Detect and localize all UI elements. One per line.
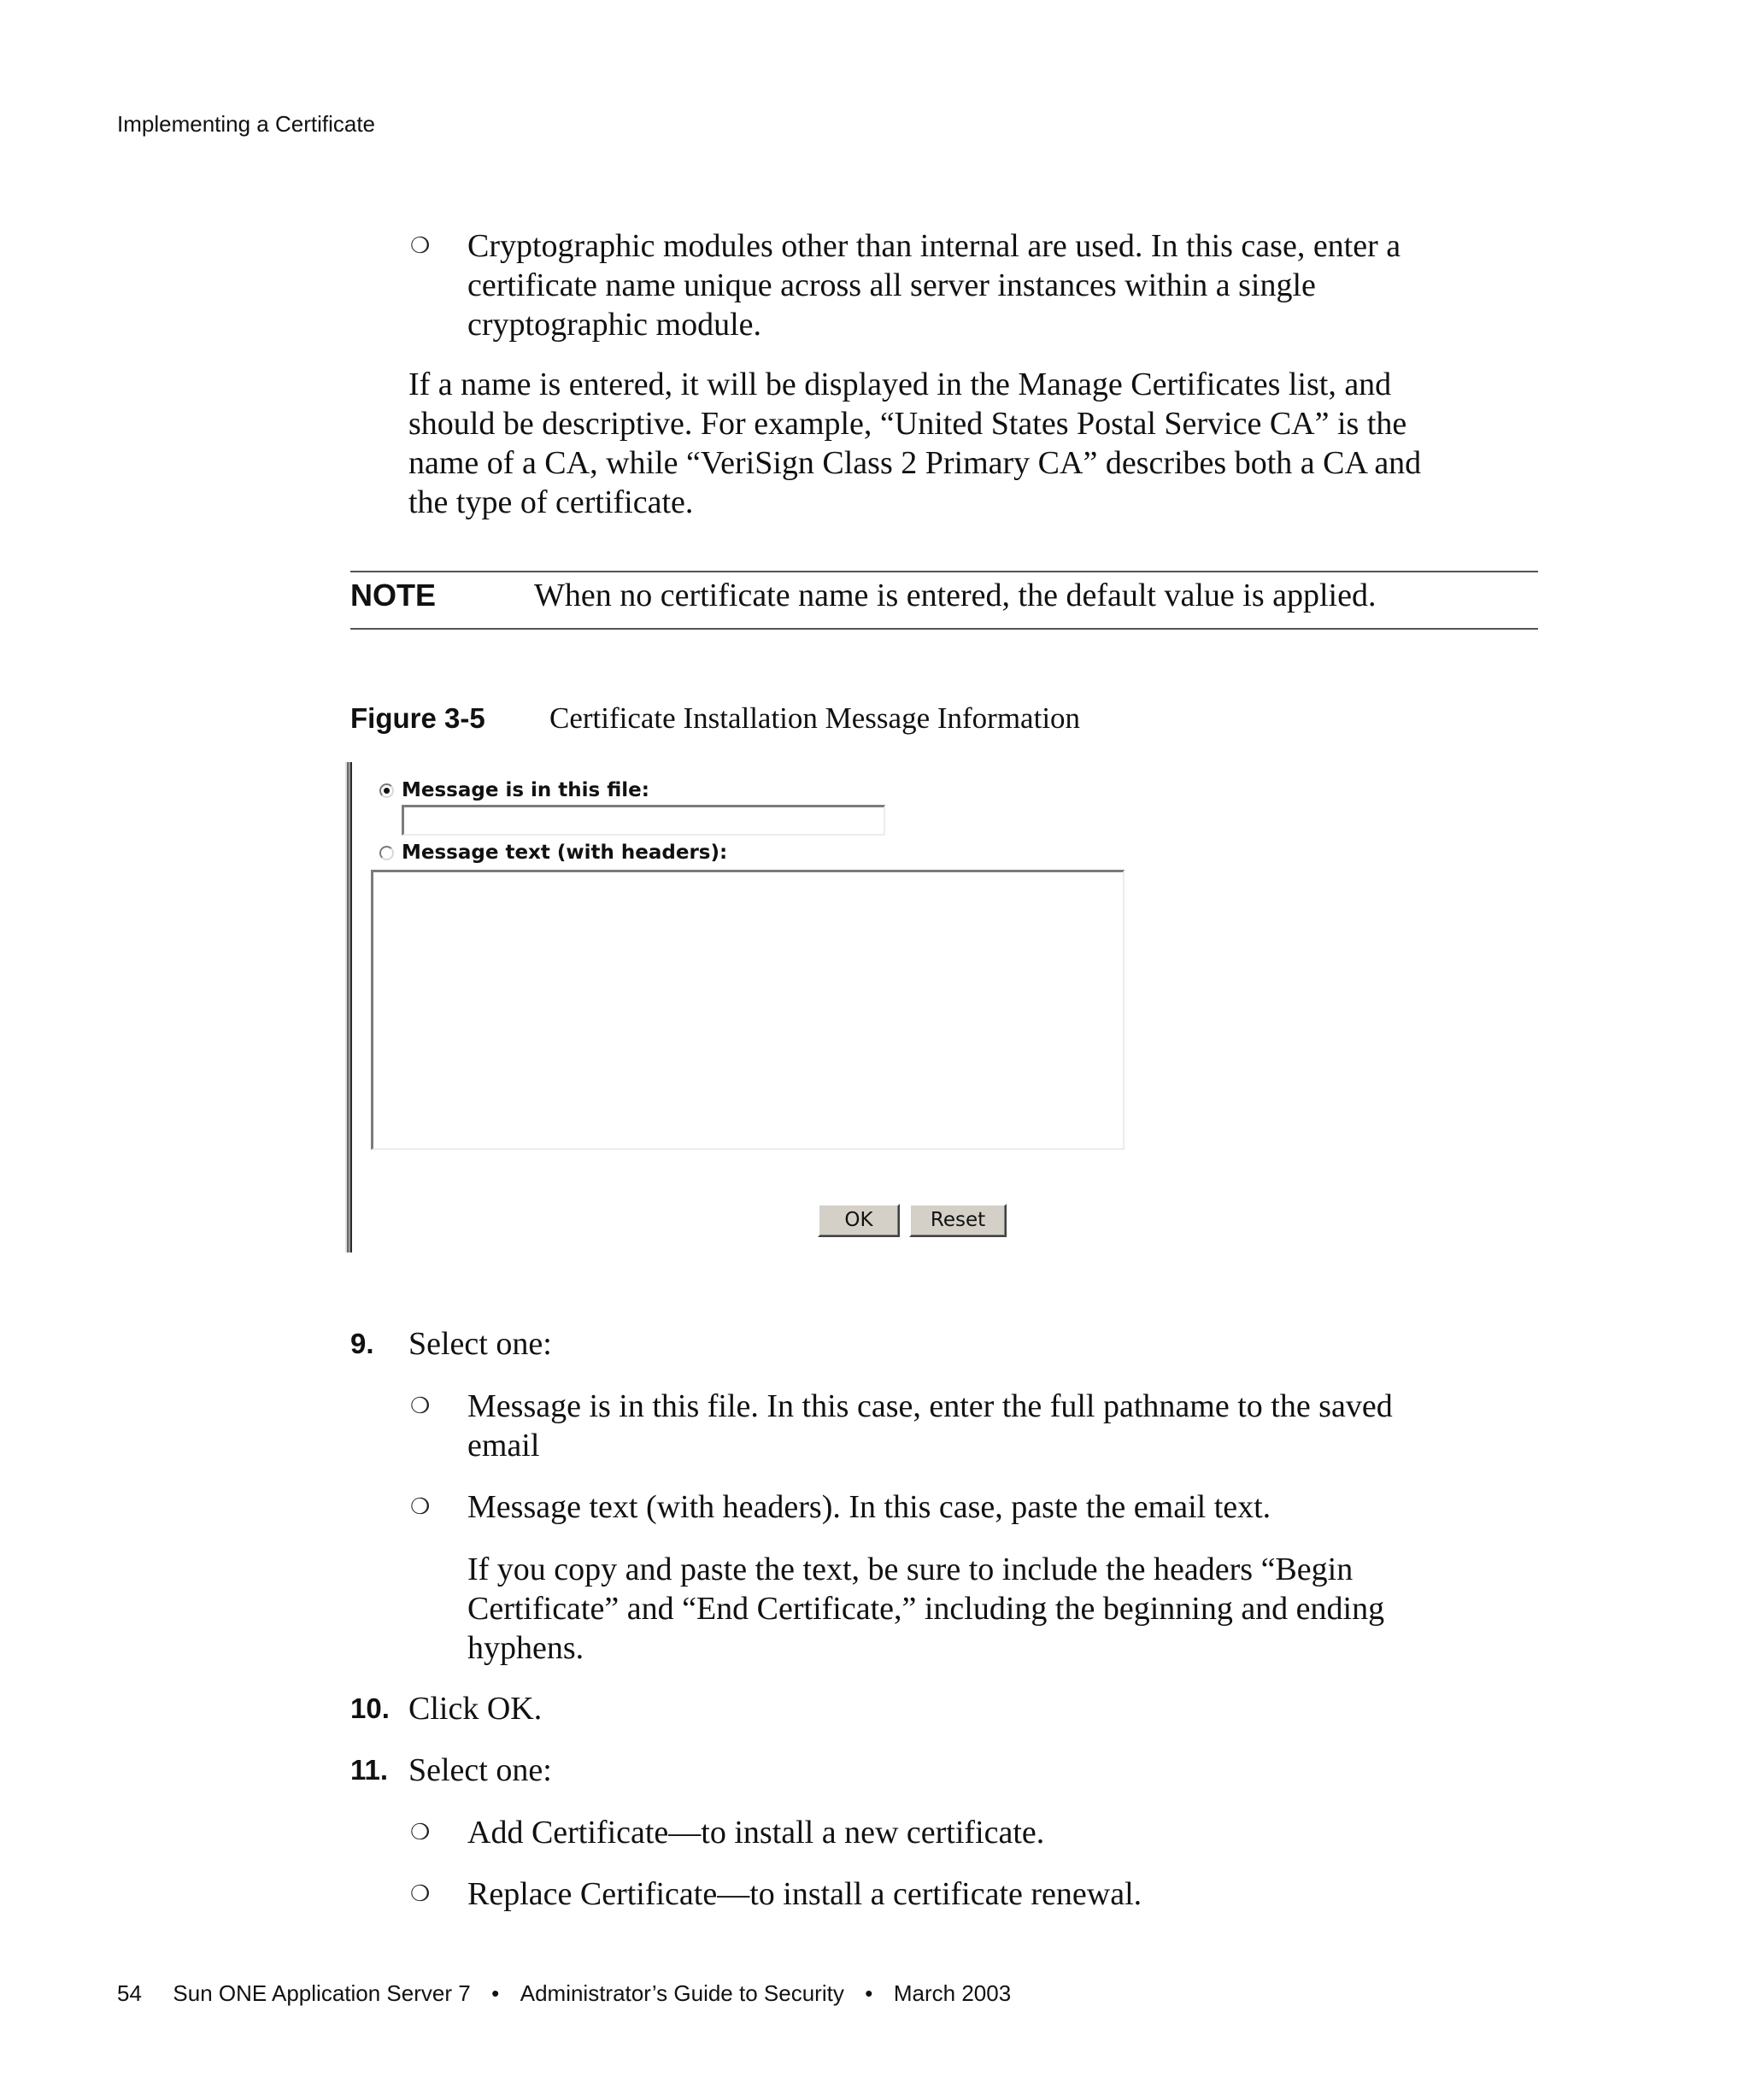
- step-number: 10.: [350, 1692, 390, 1724]
- note-label: NOTE: [350, 578, 437, 613]
- step-bullet-text: [467, 1387, 1393, 1465]
- step-followup-text: [467, 1550, 1384, 1668]
- form-screenshot: [345, 762, 1054, 1252]
- message-file-input[interactable]: [402, 805, 885, 836]
- text-line: the type of certificate.: [408, 484, 694, 520]
- figure-label: Figure 3-5: [350, 702, 485, 734]
- message-text-area[interactable]: [371, 870, 1125, 1150]
- text-line: email: [467, 1428, 540, 1464]
- frame-border: [345, 762, 352, 1252]
- text-line: Message is in this file. In this case, enter the full pathname to the saved: [467, 1388, 1393, 1424]
- note-bottom-rule: [350, 628, 1538, 630]
- footer-guide: Administrator’s Guide to Security: [520, 1980, 844, 2006]
- note-top-rule: [350, 571, 1538, 572]
- step-text: Select one:: [408, 1752, 552, 1788]
- radio-message-file-label: Message is in this file:: [402, 779, 649, 801]
- step-text: Select one:: [408, 1326, 552, 1362]
- radio-message-text[interactable]: [379, 846, 394, 860]
- bullet-icon: ❍: [410, 1393, 431, 1418]
- text-line: cryptographic module.: [467, 307, 762, 343]
- text-line: If you copy and paste the text, be sure to include the headers “Begin: [467, 1552, 1354, 1587]
- page-number: 54: [117, 1980, 142, 2006]
- step-number: 11.: [350, 1754, 389, 1786]
- step-bullet-text: Message text (with headers). In this case, paste the email text.: [467, 1489, 1271, 1525]
- step-bullet-text: Replace Certificate—to install a certificate renewal.: [467, 1876, 1142, 1912]
- step-number: 9.: [350, 1328, 374, 1359]
- bullet-icon: ❍: [410, 1881, 431, 1906]
- text-line: If a name is entered, it will be displayed in the Manage Certificates list, and: [408, 367, 1392, 402]
- text-line: certificate name unique across all server instances within a single: [467, 267, 1316, 303]
- footer-date: March 2003: [893, 1980, 1012, 2006]
- bullet-icon: ❍: [410, 1820, 431, 1845]
- note-text: When no certificate name is entered, the default value is applied.: [534, 578, 1377, 613]
- footer-separator: •: [491, 1980, 500, 2006]
- ok-button[interactable]: OK: [818, 1204, 900, 1237]
- running-header: Implementing a Certificate: [117, 111, 376, 137]
- step-bullet-text: Add Certificate—to install a new certificate.: [467, 1815, 1045, 1851]
- figure-caption: Certificate Installation Message Information: [549, 701, 1081, 735]
- step-text: Click OK.: [408, 1691, 543, 1727]
- footer-separator: •: [865, 1980, 873, 2006]
- text-line: Cryptographic modules other than internal are used. In this case, enter a: [467, 228, 1401, 264]
- bullet-icon: ❍: [410, 1494, 431, 1519]
- page-footer: [117, 1980, 1011, 2007]
- bullet-icon: ❍: [410, 233, 431, 258]
- intro-bullet-text: [467, 226, 1401, 344]
- text-line: name of a CA, while “VeriSign Class 2 Primary CA” describes both a CA and: [408, 445, 1422, 481]
- text-line: should be descriptive. For example, “United States Postal Service CA” is the: [408, 406, 1407, 442]
- name-paragraph: [408, 365, 1421, 522]
- reset-button[interactable]: Reset: [909, 1204, 1007, 1237]
- footer-product: Sun ONE Application Server 7: [173, 1980, 471, 2006]
- radio-message-file[interactable]: [379, 783, 394, 798]
- text-line: Certificate” and “End Certificate,” including the beginning and ending: [467, 1591, 1385, 1627]
- text-line: hyphens.: [467, 1630, 584, 1666]
- radio-message-text-label: Message text (with headers):: [402, 842, 728, 864]
